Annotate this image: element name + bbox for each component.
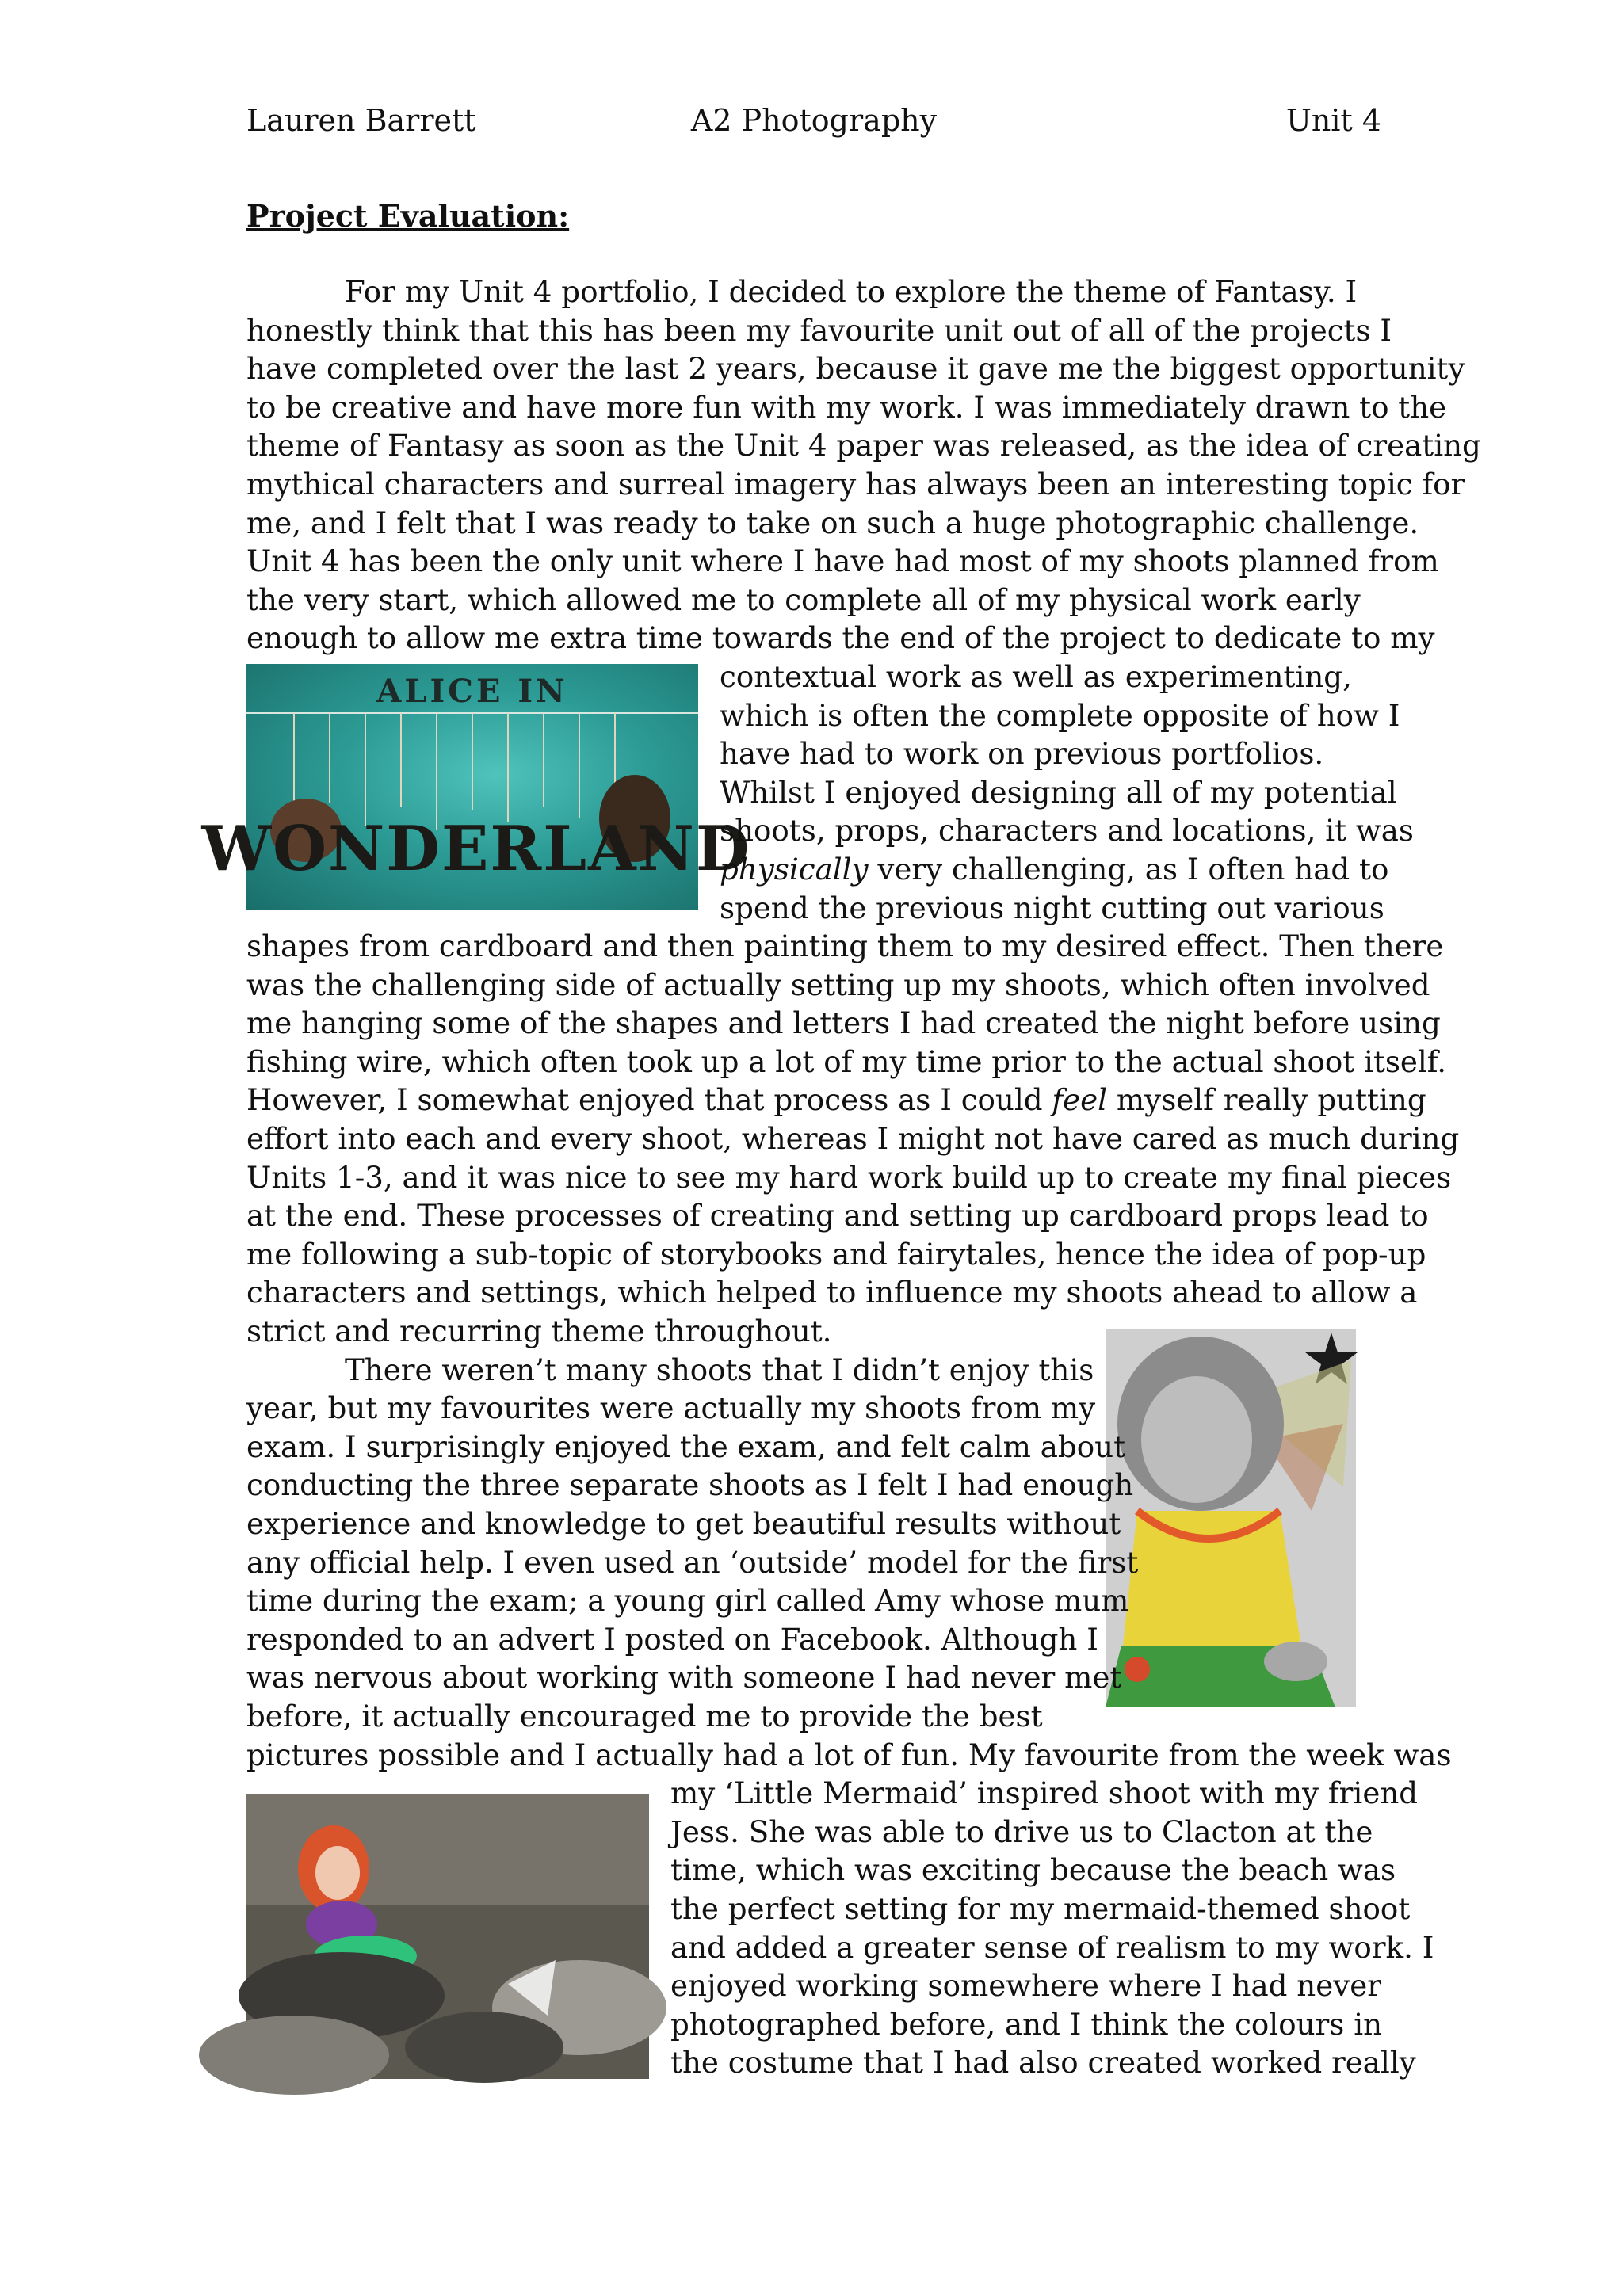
text-line: me, and I felt that I was ready to take on such a huge photographic challenge. — [246, 505, 1419, 540]
text-line: spend the previous night cutting out various — [720, 890, 1384, 925]
text-line: before, it actually encouraged me to provide the best — [246, 1698, 1043, 1733]
text-line: characters and settings, which helped to influence my shoots ahead to allow a — [246, 1275, 1418, 1310]
text-line: experience and knowledge to get beautiful results without — [246, 1506, 1121, 1541]
wonderland-text: WONDERLAND — [201, 813, 751, 885]
text-line: the perfect setting for my mermaid-themed shoot — [670, 1890, 1411, 1926]
text-line: the costume that I had also created worked really — [670, 2045, 1416, 2081]
page-header — [246, 97, 1381, 144]
text-line: time, which was exciting because the beach was — [670, 1852, 1396, 1888]
text-line: fishing wire, which often took up a lot of my time prior to the actual shoot itself. — [246, 1043, 1447, 1079]
text-line: honestly think that this has been my favourite unit out of all of the projects I — [246, 312, 1392, 348]
italic-physically: physically — [720, 851, 869, 887]
text-line: was the challenging side of actually setting up my shoots, which often involved — [246, 967, 1430, 1002]
text-line: theme of Fantasy as soon as the Unit 4 paper was released, as the idea of creating — [246, 428, 1481, 463]
text-line: responded to an advert I posted on Facebook. Although I — [246, 1621, 1098, 1657]
text-line: me hanging some of the shapes and letters I had created the night before using — [246, 1005, 1441, 1041]
text-line: at the end. These processes of creating and setting up cardboard props lead to — [246, 1198, 1429, 1234]
text-line: time during the exam; a young girl called Amy whose mum — [246, 1583, 1129, 1619]
text-line: have completed over the last 2 years, because it gave me the biggest opportunity — [246, 351, 1465, 387]
text-line: shoots, props, characters and locations, it was — [720, 813, 1415, 849]
text-line: shapes from cardboard and then painting them to my desired effect. Then there — [246, 929, 1444, 964]
text-fragment: very challenging, as I often had to — [877, 851, 1389, 887]
text-line: enough to allow me extra time towards the end of the project to dedicate to my — [246, 620, 1435, 656]
text-line: and added a greater sense of realism to my work. I — [670, 1929, 1434, 1965]
text-line: me following a sub-topic of storybooks and fairytales, hence the idea of pop-up — [246, 1236, 1426, 1272]
text-line: exam. I surprisingly enjoyed the exam, and felt calm about — [246, 1428, 1126, 1464]
section-title: Project Evaluation: — [246, 198, 570, 234]
text-line: Jess. She was able to drive us to Clacton at the — [670, 1814, 1373, 1849]
text-line: pictures possible and I actually had a lot of fun. My favourite from the week was — [246, 1737, 1452, 1772]
text-line — [246, 1081, 1426, 1119]
text-line: For my Unit 4 portfolio, I decided to explore the theme of Fantasy. I — [345, 274, 1358, 309]
header-unit: Unit 4 — [1285, 103, 1381, 138]
text-line: to be creative and have more fun with my work. I was immediately drawn to the — [246, 389, 1447, 425]
text-line: conducting the three separate shoots as I felt I had enough — [246, 1467, 1134, 1503]
text-line — [246, 850, 1389, 889]
text-line: strict and recurring theme throughout. — [246, 1314, 832, 1349]
text-line: Unit 4 has been the only unit where I have had most of my shoots planned from — [246, 543, 1439, 579]
text-line: my ‘Little Mermaid’ inspired shoot with my friend — [670, 1775, 1419, 1811]
text-line: any official help. I even used an ‘outside’ model for the first — [246, 1544, 1139, 1580]
text-line: Units 1-3, and it was nice to see my hard work build up to create my final pieces — [246, 1159, 1452, 1195]
text-line: was nervous about working with someone I had never met — [246, 1660, 1122, 1695]
header-author: Lauren Barrett — [246, 103, 476, 138]
text-fragment: However, I somewhat enjoyed that process as I could — [246, 1082, 1043, 1118]
text-line: There weren’t many shoots that I didn’t enjoy this — [345, 1352, 1094, 1387]
text-line: mythical characters and surreal imagery has always been an interesting topic for — [246, 466, 1465, 502]
alice-title-text: ALICE IN — [376, 673, 568, 710]
text-line: enjoyed working somewhere where I had never — [670, 1968, 1382, 2004]
text-line: have had to work on previous portfolios. — [720, 736, 1324, 772]
header-course: A2 Photography — [690, 103, 938, 138]
text-fragment: myself really putting — [1116, 1082, 1426, 1118]
text-line: which is often the complete opposite of how I — [720, 697, 1400, 733]
text-line: contextual work as well as experimenting, — [720, 658, 1352, 694]
text-line: the very start, which allowed me to complete all of my physical work early — [246, 582, 1361, 617]
text-line: effort into each and every shoot, whereas I might not have cared as much during — [246, 1121, 1460, 1157]
evaluation-body — [246, 273, 1481, 2082]
italic-feel: feel — [1052, 1082, 1108, 1118]
text-line: photographed before, and I think the colours in — [670, 2006, 1383, 2042]
text-line: Whilst I enjoyed designing all of my potential — [720, 774, 1397, 810]
text-line: year, but my favourites were actually my shoots from my — [246, 1390, 1096, 1426]
